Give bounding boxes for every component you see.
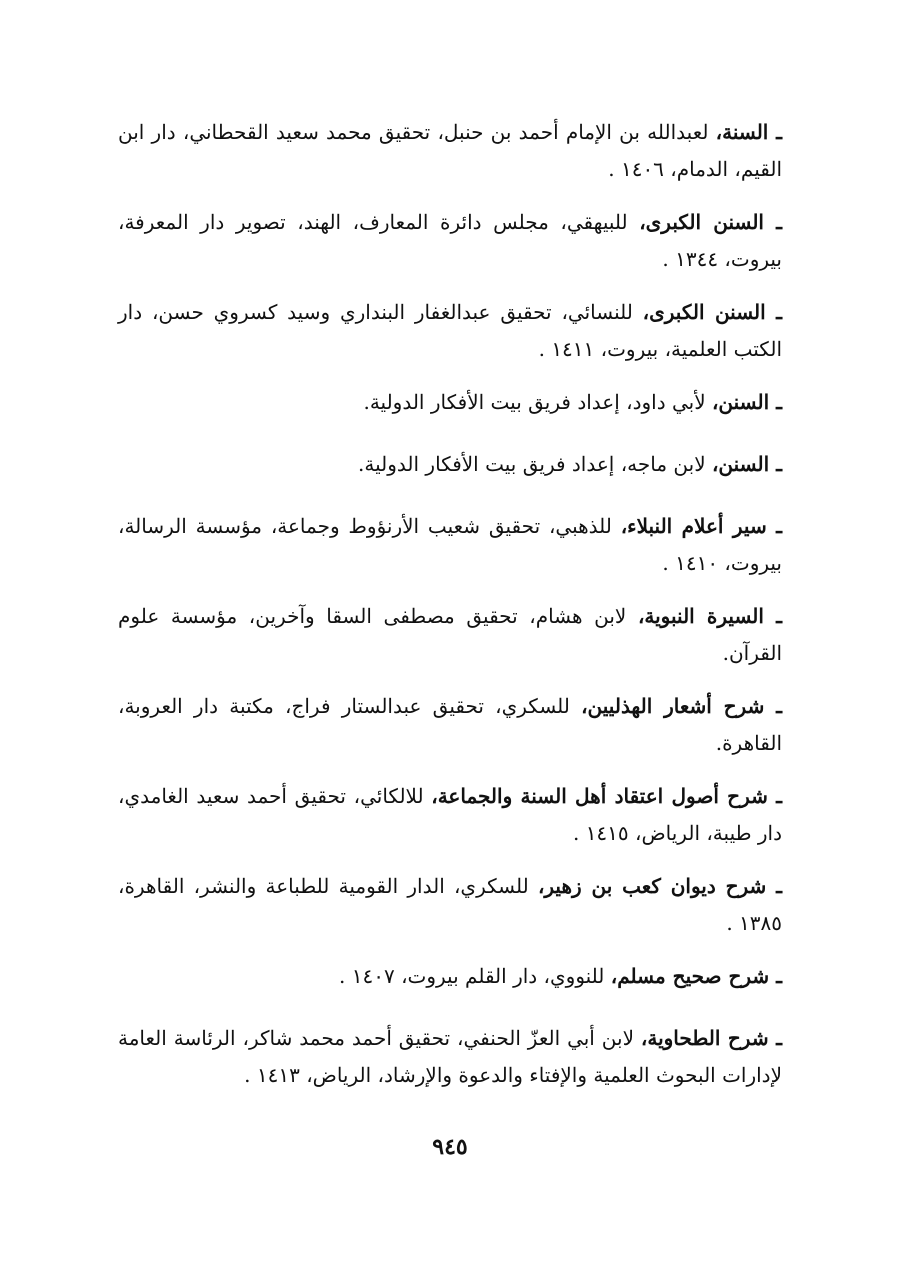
bibliography-entry	[118, 114, 782, 188]
bibliography-entry	[118, 598, 782, 672]
bibliography-entry	[118, 446, 782, 483]
entry-details: لابن هشام، تحقيق مصطفى السقا وآخرين، مؤسسة علوم القرآن.	[118, 604, 782, 665]
bibliography-entry	[118, 868, 782, 942]
entry-title: ـ السنن،	[711, 390, 782, 414]
entry-title: ـ السنة،	[715, 120, 783, 144]
entry-title: ـ السنن الكبرى،	[642, 300, 782, 324]
entry-title: ـ السنن الكبرى،	[639, 210, 782, 234]
entry-details: للنسائي، تحقيق عبدالغفار البنداري وسيد كسروي حسن، دار الكتب العلمية، بيروت، ١٤١١ .	[118, 300, 782, 361]
entry-details: للنووي، دار القلم بيروت، ١٤٠٧ .	[339, 964, 611, 988]
bibliography-list	[118, 114, 782, 1094]
bibliography-entry	[118, 778, 782, 852]
entry-title: ـ شرح صحيح مسلم،	[610, 964, 782, 988]
bibliography-entry	[118, 958, 782, 995]
entry-details: للالكائي، تحقيق أحمد سعيد الغامدي، دار طيبة، الرياض، ١٤١٥ .	[118, 784, 782, 845]
entry-title: ـ السنن،	[711, 452, 782, 476]
entry-title: ـ السيرة النبوية،	[637, 604, 783, 628]
bibliography-entry	[118, 508, 782, 582]
entry-details: لأبي داود، إعداد فريق بيت الأفكار الدولية.	[363, 390, 712, 414]
entry-title: ـ شرح أشعار الهذليين،	[581, 694, 782, 718]
bibliography-entry	[118, 1020, 782, 1094]
entry-details: للبيهقي، مجلس دائرة المعارف، الهند، تصوير دار المعرفة، بيروت، ١٣٤٤ .	[118, 210, 782, 271]
bibliography-entry	[118, 384, 782, 421]
entry-details: للذهبي، تحقيق شعيب الأرنؤوط وجماعة، مؤسسة الرسالة، بيروت، ١٤١٠ .	[118, 514, 782, 575]
entry-details: للسكري، تحقيق عبدالستار فراج، مكتبة دار العروبة، القاهرة.	[118, 694, 782, 755]
entry-title: ـ شرح ديوان كعب بن زهير،	[537, 874, 782, 898]
bibliography-entry	[118, 294, 782, 368]
page-number: ٩٤٥	[432, 1134, 468, 1160]
entry-title: ـ سير أعلام النبلاء،	[620, 514, 782, 538]
bibliography-entry	[118, 204, 782, 278]
entry-details: لابن ماجه، إعداد فريق بيت الأفكار الدولية.	[358, 452, 712, 476]
entry-details: لابن أبي العزّ الحنفي، تحقيق أحمد محمد شاكر، الرئاسة العامة لإدارات البحوث العلمية والإفتاء والدعوة والإرشاد، الرياض، ١٤١٣ .	[118, 1026, 782, 1087]
entry-details: للسكري، الدار القومية للطباعة والنشر، القاهرة، ١٣٨٥ .	[118, 874, 782, 935]
entry-details: لعبدالله بن الإمام أحمد بن حنبل، تحقيق محمد سعيد القحطاني، دار ابن القيم، الدمام، ١٤٠٦ .	[118, 120, 782, 181]
bibliography-entry	[118, 688, 782, 762]
entry-title: ـ شرح الطحاوية،	[640, 1026, 782, 1050]
entry-title: ـ شرح أصول اعتقاد أهل السنة والجماعة،	[431, 784, 782, 808]
